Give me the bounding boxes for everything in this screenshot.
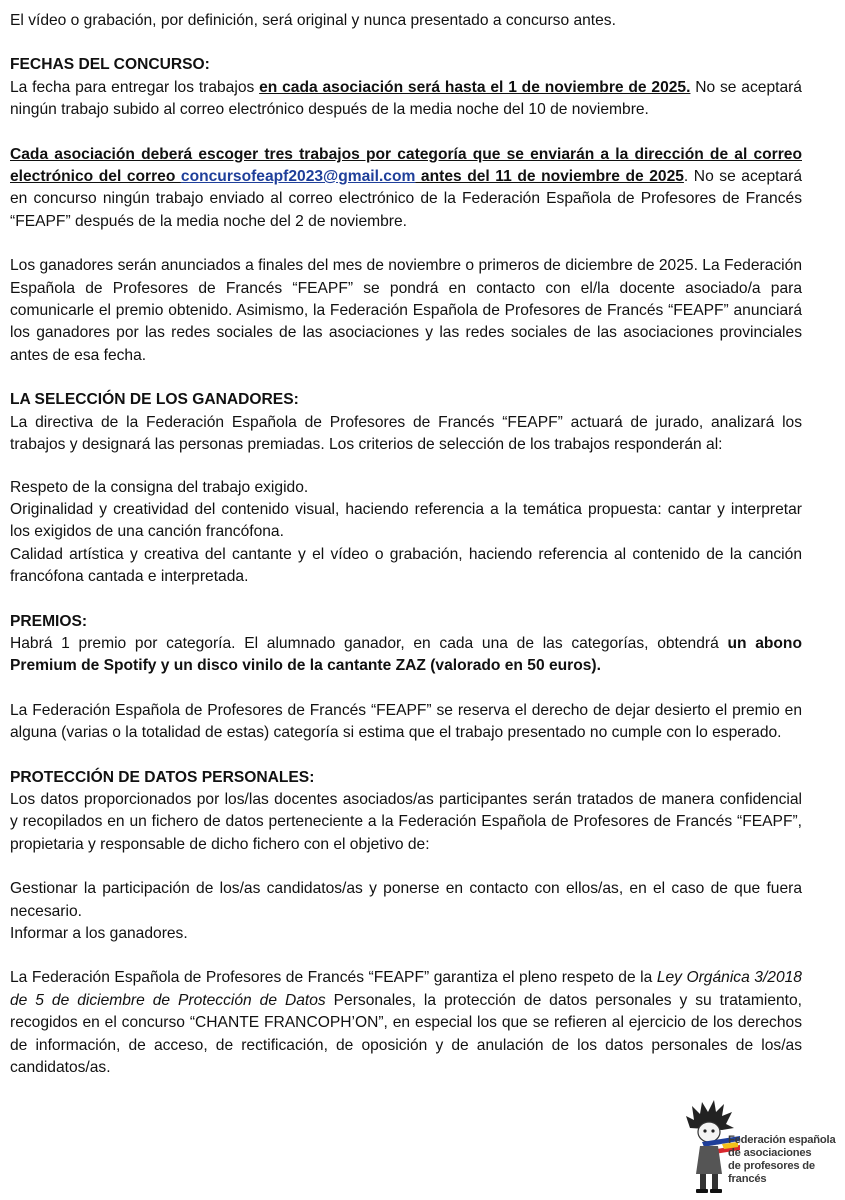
logo-text: Federación española de asociaciones de profesores de francés [728,1134,836,1185]
objective-2: Informar a los ganadores. [10,925,188,942]
intro-paragraph: El vídeo o grabación, por definición, será original y nunca presentado a concurso antes. [10,12,616,29]
premios-paragraph-2: La Federación Española de Profesores de Francés “FEAPF” se reserva el derecho de dejar desierto el premio en alguna (varias o la totalidad de estas) categoría si estima que el trabajo presentado no cumple con lo esperado. [10,701,802,742]
seleccion-paragraph: La directiva de la Federación Española de Profesores de Francés “FEAPF” actuará de jurado, analizará los trabajos y designará las personas premiadas. Los criterios de selección de los trabajos responderán al: [10,413,802,454]
premios-paragraph-1: Habrá 1 premio por categoría. El alumnado ganador, en cada una de las categorías, obtendrá un abono Premium de Spotify y un disco vinilo de la cantante ZAZ (valorado en 50 euros). [10,634,802,675]
criterion-3: Calidad artística y creativa del cantante y el vídeo o grabación, haciendo referencia al contenido de la canción francófona cantada e interpretada. [10,545,802,586]
delivery-deadline: en cada asociación será hasta el 1 de noviembre de 2025. [259,78,691,96]
objective-1: Gestionar la participación de los/as candidatos/as y ponerse en contacto con ellos/as, en el caso de que fuera necesario. [10,880,802,920]
submission-deadline: antes del 11 de noviembre de 2025 [415,168,684,186]
fechas-paragraph-3: Los ganadores serán anunciados a finales del mes de noviembre o primeros de diciembre de 2025. La Federación Española de Profesores de Francés “FEAPF” se pondrá en contacto con el/la docente asociado/a para comunicarle el premio obtenido. Asimismo, la Federación Española de Profesores de Francés “FEAPF” anunciará los ganadores por las redes sociales de las asociaciones y las redes sociales de las asociaciones provinciales antes de esa fecha. [10,257,802,364]
fechas-paragraph-1: La fecha para entregar los trabajos en cada asociación será hasta el 1 de noviembre de 2025. No se aceptará ningún trabajo subido al correo electrónico después de la media noche del 10 de noviembre. [10,78,802,119]
seleccion-heading: LA SELECCIÓN DE LOS GANADORES: [10,391,299,409]
criterion-1: Respeto de la consigna del trabajo exigido. [10,478,309,496]
feapf-logo [682,1098,842,1194]
proteccion-heading: PROTECCIÓN DE DATOS PERSONALES: [10,768,315,786]
contest-email-link[interactable]: concursofeapf2023@gmail.com [180,168,416,186]
document-page [10,10,802,1079]
fechas-paragraph-2: Cada asociación deberá escoger tres trabajos por categoría que se enviarán a la dirección de al correo electrónico del correo concursofeapf2023@gmail.com antes del 11 de noviembre de 2025. No se aceptará en concurso ningún trabajo enviado al correo electrónico de la Federación Española de Profesores de Francés “FEAPF” después de la media noche del 2 de noviembre. [10,145,802,230]
criterion-2: Originalidad y creatividad del contenido visual, haciendo referencia a la temática propuesta: cantar y interpretar los exigidos de una canción francófona. [10,500,802,541]
fechas-heading: FECHAS DEL CONCURSO: [10,56,210,74]
prize-description: un abono Premium de Spotify y un disco vinilo de la cantante ZAZ (valorado en 50 euros). [10,634,802,675]
proteccion-paragraph-1: Los datos proporcionados por los/las docentes asociados/as participantes serán tratados de manera confidencial y recopilados en un fichero de datos perteneciente a la Federación Española de Profesores de Francés “FEAPF”, propietaria y responsable de dicho fichero con el objetivo de: [10,790,802,853]
law-reference: Ley Orgánica 3/2018 de 5 de diciembre de Protección de Datos [10,969,802,1009]
proteccion-paragraph-2: La Federación Española de Profesores de Francés “FEAPF” garantiza el pleno respeto de la Ley Orgánica 3/2018 de 5 de diciembre de Protección de Datos Personales, la protección de datos personales y su tratamiento, recogidos en el concurso “CHANTE FRANCOPH’ON”, en especial los que se refieren al ejercicio de los derechos de información, de acceso, de rectificación, de oposición y de anulación de los datos personales de los/as candidatos/as. [10,969,803,1077]
premios-heading: PREMIOS: [10,612,88,630]
